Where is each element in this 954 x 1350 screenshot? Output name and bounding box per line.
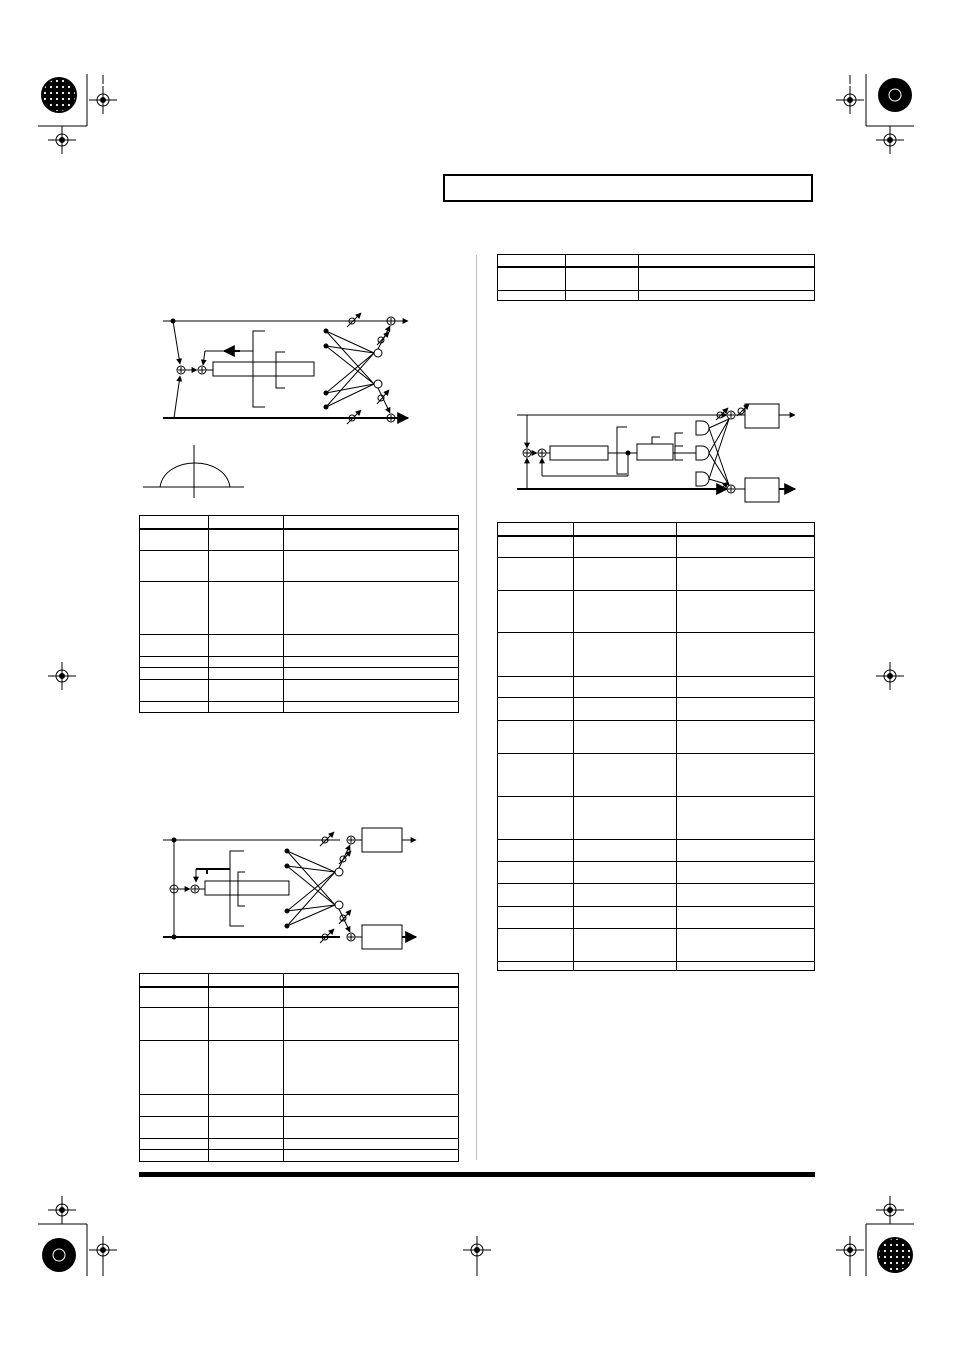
response-curve [143,445,244,498]
crop-marks [38,74,914,1276]
block-diagram-3 [517,404,795,502]
registration-discs [42,78,912,1272]
block-diagram-1 [163,313,408,424]
block-diagram-2 [163,828,416,949]
registration-targets [48,86,904,1264]
